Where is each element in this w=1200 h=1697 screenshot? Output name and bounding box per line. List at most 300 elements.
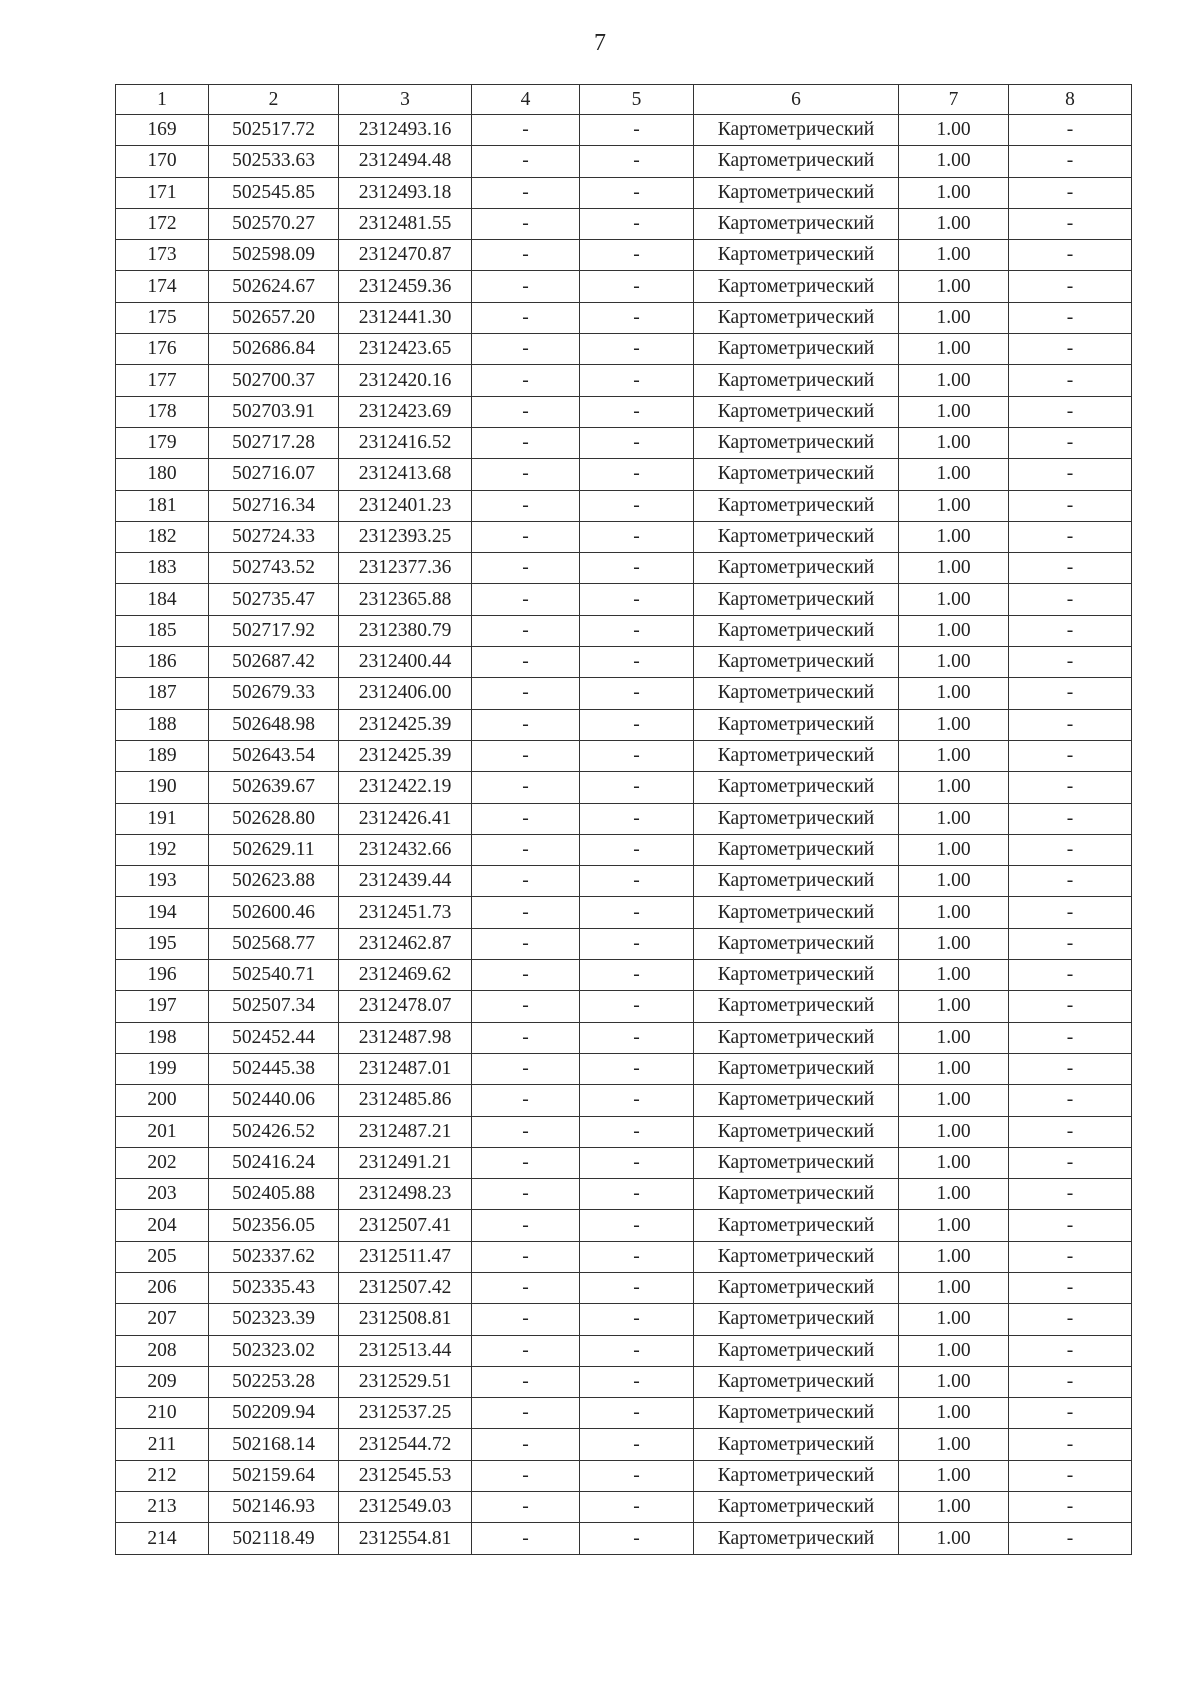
column-8-cell: - [1009, 396, 1132, 427]
y-coordinate-cell: 2312393.25 [339, 521, 472, 552]
column-8-cell: - [1009, 1492, 1132, 1523]
accuracy-cell: 1.00 [899, 584, 1009, 615]
x-coordinate-cell: 502335.43 [209, 1272, 339, 1303]
y-coordinate-cell: 2312441.30 [339, 302, 472, 333]
column-4-cell: - [472, 834, 580, 865]
method-cell: Картометрический [694, 521, 899, 552]
table-row [116, 1272, 1132, 1303]
table-row [116, 866, 1132, 897]
table-row [116, 427, 1132, 458]
accuracy-cell: 1.00 [899, 678, 1009, 709]
accuracy-cell: 1.00 [899, 709, 1009, 740]
column-8-cell: - [1009, 1272, 1132, 1303]
y-coordinate-cell: 2312493.16 [339, 115, 472, 146]
accuracy-cell: 1.00 [899, 1304, 1009, 1335]
method-cell: Картометрический [694, 459, 899, 490]
point-number-cell: 184 [116, 584, 209, 615]
column-5-cell: - [580, 678, 694, 709]
column-header-3: 3 [339, 85, 472, 115]
column-5-cell: - [580, 615, 694, 646]
accuracy-cell: 1.00 [899, 490, 1009, 521]
table-row [116, 1179, 1132, 1210]
x-coordinate-cell: 502426.52 [209, 1116, 339, 1147]
y-coordinate-cell: 2312544.72 [339, 1429, 472, 1460]
point-number-cell: 212 [116, 1460, 209, 1491]
x-coordinate-cell: 502687.42 [209, 647, 339, 678]
table-row [116, 960, 1132, 991]
column-8-cell: - [1009, 678, 1132, 709]
column-header-6: 6 [694, 85, 899, 115]
column-4-cell: - [472, 615, 580, 646]
table-row [116, 553, 1132, 584]
accuracy-cell: 1.00 [899, 521, 1009, 552]
method-cell: Картометрический [694, 647, 899, 678]
column-4-cell: - [472, 365, 580, 396]
y-coordinate-cell: 2312413.68 [339, 459, 472, 490]
column-4-cell: - [472, 1398, 580, 1429]
y-coordinate-cell: 2312487.01 [339, 1053, 472, 1084]
method-cell: Картометрический [694, 1210, 899, 1241]
column-8-cell: - [1009, 1053, 1132, 1084]
table-row [116, 1304, 1132, 1335]
point-number-cell: 192 [116, 834, 209, 865]
accuracy-cell: 1.00 [899, 1460, 1009, 1491]
method-cell: Картометрический [694, 365, 899, 396]
table-row [116, 709, 1132, 740]
method-cell: Картометрический [694, 866, 899, 897]
column-4-cell: - [472, 396, 580, 427]
column-5-cell: - [580, 866, 694, 897]
method-cell: Картометрический [694, 991, 899, 1022]
point-number-cell: 195 [116, 928, 209, 959]
method-cell: Картометрический [694, 1241, 899, 1272]
method-cell: Картометрический [694, 1272, 899, 1303]
method-cell: Картометрический [694, 1366, 899, 1397]
accuracy-cell: 1.00 [899, 1053, 1009, 1084]
method-cell: Картометрический [694, 584, 899, 615]
table-row [116, 772, 1132, 803]
y-coordinate-cell: 2312545.53 [339, 1460, 472, 1491]
accuracy-cell: 1.00 [899, 1398, 1009, 1429]
table-header-row [116, 85, 1132, 115]
table-row [116, 615, 1132, 646]
x-coordinate-cell: 502598.09 [209, 240, 339, 271]
table-row [116, 1116, 1132, 1147]
column-header-5: 5 [580, 85, 694, 115]
column-4-cell: - [472, 1147, 580, 1178]
table-body [116, 115, 1132, 1555]
y-coordinate-cell: 2312420.16 [339, 365, 472, 396]
method-cell: Картометрический [694, 960, 899, 991]
table-row [116, 740, 1132, 771]
point-number-cell: 186 [116, 647, 209, 678]
column-4-cell: - [472, 897, 580, 928]
column-4-cell: - [472, 1210, 580, 1241]
column-8-cell: - [1009, 490, 1132, 521]
column-5-cell: - [580, 490, 694, 521]
accuracy-cell: 1.00 [899, 615, 1009, 646]
x-coordinate-cell: 502716.07 [209, 459, 339, 490]
point-number-cell: 194 [116, 897, 209, 928]
column-8-cell: - [1009, 834, 1132, 865]
column-8-cell: - [1009, 271, 1132, 302]
column-8-cell: - [1009, 177, 1132, 208]
x-coordinate-cell: 502540.71 [209, 960, 339, 991]
y-coordinate-cell: 2312470.87 [339, 240, 472, 271]
method-cell: Картометрический [694, 740, 899, 771]
column-4-cell: - [472, 1053, 580, 1084]
method-cell: Картометрический [694, 490, 899, 521]
accuracy-cell: 1.00 [899, 1085, 1009, 1116]
y-coordinate-cell: 2312513.44 [339, 1335, 472, 1366]
method-cell: Картометрический [694, 427, 899, 458]
x-coordinate-cell: 502703.91 [209, 396, 339, 427]
point-number-cell: 182 [116, 521, 209, 552]
column-8-cell: - [1009, 1366, 1132, 1397]
column-5-cell: - [580, 271, 694, 302]
x-coordinate-cell: 502735.47 [209, 584, 339, 615]
x-coordinate-cell: 502600.46 [209, 897, 339, 928]
column-5-cell: - [580, 960, 694, 991]
column-8-cell: - [1009, 1179, 1132, 1210]
point-number-cell: 213 [116, 1492, 209, 1523]
table-row [116, 584, 1132, 615]
accuracy-cell: 1.00 [899, 1335, 1009, 1366]
table-row [116, 834, 1132, 865]
column-5-cell: - [580, 1304, 694, 1335]
accuracy-cell: 1.00 [899, 208, 1009, 239]
method-cell: Картометрический [694, 1492, 899, 1523]
x-coordinate-cell: 502337.62 [209, 1241, 339, 1272]
table-row [116, 1022, 1132, 1053]
point-number-cell: 181 [116, 490, 209, 521]
table-row [116, 1147, 1132, 1178]
column-header-2: 2 [209, 85, 339, 115]
y-coordinate-cell: 2312459.36 [339, 271, 472, 302]
column-5-cell: - [580, 1335, 694, 1366]
point-number-cell: 190 [116, 772, 209, 803]
table-row [116, 1210, 1132, 1241]
accuracy-cell: 1.00 [899, 115, 1009, 146]
column-5-cell: - [580, 1022, 694, 1053]
method-cell: Картометрический [694, 1022, 899, 1053]
column-4-cell: - [472, 772, 580, 803]
accuracy-cell: 1.00 [899, 271, 1009, 302]
column-8-cell: - [1009, 208, 1132, 239]
y-coordinate-cell: 2312481.55 [339, 208, 472, 239]
point-number-cell: 171 [116, 177, 209, 208]
y-coordinate-cell: 2312425.39 [339, 740, 472, 771]
point-number-cell: 178 [116, 396, 209, 427]
method-cell: Картометрический [694, 1523, 899, 1554]
column-5-cell: - [580, 1053, 694, 1084]
x-coordinate-cell: 502648.98 [209, 709, 339, 740]
method-cell: Картометрический [694, 1116, 899, 1147]
table-row [116, 334, 1132, 365]
accuracy-cell: 1.00 [899, 240, 1009, 271]
column-4-cell: - [472, 427, 580, 458]
method-cell: Картометрический [694, 177, 899, 208]
column-4-cell: - [472, 740, 580, 771]
y-coordinate-cell: 2312365.88 [339, 584, 472, 615]
x-coordinate-cell: 502686.84 [209, 334, 339, 365]
y-coordinate-cell: 2312422.19 [339, 772, 472, 803]
column-5-cell: - [580, 897, 694, 928]
column-4-cell: - [472, 302, 580, 333]
column-8-cell: - [1009, 1210, 1132, 1241]
method-cell: Картометрический [694, 240, 899, 271]
table-row [116, 208, 1132, 239]
column-8-cell: - [1009, 459, 1132, 490]
table-row [116, 365, 1132, 396]
accuracy-cell: 1.00 [899, 1022, 1009, 1053]
y-coordinate-cell: 2312529.51 [339, 1366, 472, 1397]
point-number-cell: 208 [116, 1335, 209, 1366]
x-coordinate-cell: 502323.02 [209, 1335, 339, 1366]
point-number-cell: 210 [116, 1398, 209, 1429]
column-4-cell: - [472, 1116, 580, 1147]
column-4-cell: - [472, 208, 580, 239]
x-coordinate-cell: 502743.52 [209, 553, 339, 584]
table-row [116, 271, 1132, 302]
column-5-cell: - [580, 1460, 694, 1491]
column-5-cell: - [580, 240, 694, 271]
y-coordinate-cell: 2312401.23 [339, 490, 472, 521]
accuracy-cell: 1.00 [899, 177, 1009, 208]
accuracy-cell: 1.00 [899, 1429, 1009, 1460]
method-cell: Картометрический [694, 1460, 899, 1491]
y-coordinate-cell: 2312507.41 [339, 1210, 472, 1241]
y-coordinate-cell: 2312469.62 [339, 960, 472, 991]
point-number-cell: 179 [116, 427, 209, 458]
point-number-cell: 201 [116, 1116, 209, 1147]
x-coordinate-cell: 502452.44 [209, 1022, 339, 1053]
method-cell: Картометрический [694, 772, 899, 803]
point-number-cell: 209 [116, 1366, 209, 1397]
method-cell: Картометрический [694, 1053, 899, 1084]
table-row [116, 1523, 1132, 1554]
column-4-cell: - [472, 1241, 580, 1272]
column-5-cell: - [580, 1241, 694, 1272]
table-row [116, 1085, 1132, 1116]
point-number-cell: 189 [116, 740, 209, 771]
column-8-cell: - [1009, 553, 1132, 584]
column-4-cell: - [472, 459, 580, 490]
column-8-cell: - [1009, 897, 1132, 928]
y-coordinate-cell: 2312462.87 [339, 928, 472, 959]
column-4-cell: - [472, 271, 580, 302]
y-coordinate-cell: 2312423.65 [339, 334, 472, 365]
column-8-cell: - [1009, 334, 1132, 365]
x-coordinate-cell: 502323.39 [209, 1304, 339, 1335]
column-4-cell: - [472, 960, 580, 991]
accuracy-cell: 1.00 [899, 928, 1009, 959]
method-cell: Картометрический [694, 1398, 899, 1429]
column-8-cell: - [1009, 1022, 1132, 1053]
table-row [116, 1398, 1132, 1429]
x-coordinate-cell: 502629.11 [209, 834, 339, 865]
point-number-cell: 204 [116, 1210, 209, 1241]
accuracy-cell: 1.00 [899, 1492, 1009, 1523]
accuracy-cell: 1.00 [899, 1116, 1009, 1147]
column-8-cell: - [1009, 615, 1132, 646]
accuracy-cell: 1.00 [899, 146, 1009, 177]
x-coordinate-cell: 502679.33 [209, 678, 339, 709]
method-cell: Картометрический [694, 834, 899, 865]
column-8-cell: - [1009, 1116, 1132, 1147]
accuracy-cell: 1.00 [899, 459, 1009, 490]
y-coordinate-cell: 2312400.44 [339, 647, 472, 678]
column-5-cell: - [580, 647, 694, 678]
column-4-cell: - [472, 1272, 580, 1303]
method-cell: Картометрический [694, 1179, 899, 1210]
point-number-cell: 175 [116, 302, 209, 333]
accuracy-cell: 1.00 [899, 834, 1009, 865]
x-coordinate-cell: 502643.54 [209, 740, 339, 771]
column-5-cell: - [580, 208, 694, 239]
table-row [116, 146, 1132, 177]
accuracy-cell: 1.00 [899, 803, 1009, 834]
method-cell: Картометрический [694, 396, 899, 427]
column-4-cell: - [472, 1429, 580, 1460]
method-cell: Картометрический [694, 553, 899, 584]
x-coordinate-cell: 502700.37 [209, 365, 339, 396]
column-4-cell: - [472, 334, 580, 365]
accuracy-cell: 1.00 [899, 960, 1009, 991]
point-number-cell: 200 [116, 1085, 209, 1116]
column-4-cell: - [472, 146, 580, 177]
column-5-cell: - [580, 740, 694, 771]
accuracy-cell: 1.00 [899, 866, 1009, 897]
y-coordinate-cell: 2312478.07 [339, 991, 472, 1022]
column-8-cell: - [1009, 1335, 1132, 1366]
point-number-cell: 176 [116, 334, 209, 365]
column-5-cell: - [580, 1179, 694, 1210]
point-number-cell: 188 [116, 709, 209, 740]
accuracy-cell: 1.00 [899, 427, 1009, 458]
column-4-cell: - [472, 1366, 580, 1397]
x-coordinate-cell: 502624.67 [209, 271, 339, 302]
column-4-cell: - [472, 1523, 580, 1554]
method-cell: Картометрический [694, 271, 899, 302]
accuracy-cell: 1.00 [899, 897, 1009, 928]
method-cell: Картометрический [694, 678, 899, 709]
table-row [116, 1366, 1132, 1397]
table-row [116, 240, 1132, 271]
method-cell: Картометрический [694, 928, 899, 959]
column-header-7: 7 [899, 85, 1009, 115]
x-coordinate-cell: 502405.88 [209, 1179, 339, 1210]
accuracy-cell: 1.00 [899, 991, 1009, 1022]
accuracy-cell: 1.00 [899, 302, 1009, 333]
y-coordinate-cell: 2312507.42 [339, 1272, 472, 1303]
x-coordinate-cell: 502209.94 [209, 1398, 339, 1429]
accuracy-cell: 1.00 [899, 647, 1009, 678]
y-coordinate-cell: 2312451.73 [339, 897, 472, 928]
table-row [116, 177, 1132, 208]
accuracy-cell: 1.00 [899, 1523, 1009, 1554]
y-coordinate-cell: 2312487.98 [339, 1022, 472, 1053]
point-number-cell: 193 [116, 866, 209, 897]
accuracy-cell: 1.00 [899, 396, 1009, 427]
column-5-cell: - [580, 709, 694, 740]
column-8-cell: - [1009, 302, 1132, 333]
accuracy-cell: 1.00 [899, 553, 1009, 584]
y-coordinate-cell: 2312485.86 [339, 1085, 472, 1116]
column-5-cell: - [580, 1085, 694, 1116]
table-row [116, 459, 1132, 490]
point-number-cell: 180 [116, 459, 209, 490]
x-coordinate-cell: 502517.72 [209, 115, 339, 146]
accuracy-cell: 1.00 [899, 1210, 1009, 1241]
x-coordinate-cell: 502717.28 [209, 427, 339, 458]
y-coordinate-cell: 2312425.39 [339, 709, 472, 740]
column-5-cell: - [580, 302, 694, 333]
accuracy-cell: 1.00 [899, 772, 1009, 803]
accuracy-cell: 1.00 [899, 1147, 1009, 1178]
table-row [116, 302, 1132, 333]
point-number-cell: 205 [116, 1241, 209, 1272]
column-header-1: 1 [116, 85, 209, 115]
column-5-cell: - [580, 772, 694, 803]
point-number-cell: 207 [116, 1304, 209, 1335]
column-5-cell: - [580, 334, 694, 365]
column-8-cell: - [1009, 1085, 1132, 1116]
point-number-cell: 172 [116, 208, 209, 239]
x-coordinate-cell: 502416.24 [209, 1147, 339, 1178]
point-number-cell: 199 [116, 1053, 209, 1084]
column-header-4: 4 [472, 85, 580, 115]
column-5-cell: - [580, 1116, 694, 1147]
x-coordinate-cell: 502118.49 [209, 1523, 339, 1554]
x-coordinate-cell: 502716.34 [209, 490, 339, 521]
column-5-cell: - [580, 1398, 694, 1429]
column-5-cell: - [580, 928, 694, 959]
point-number-cell: 206 [116, 1272, 209, 1303]
column-4-cell: - [472, 1304, 580, 1335]
point-number-cell: 203 [116, 1179, 209, 1210]
point-number-cell: 196 [116, 960, 209, 991]
column-5-cell: - [580, 459, 694, 490]
y-coordinate-cell: 2312377.36 [339, 553, 472, 584]
column-4-cell: - [472, 803, 580, 834]
column-8-cell: - [1009, 709, 1132, 740]
column-4-cell: - [472, 928, 580, 959]
column-4-cell: - [472, 240, 580, 271]
column-8-cell: - [1009, 115, 1132, 146]
column-4-cell: - [472, 553, 580, 584]
column-4-cell: - [472, 1085, 580, 1116]
x-coordinate-cell: 502724.33 [209, 521, 339, 552]
x-coordinate-cell: 502657.20 [209, 302, 339, 333]
x-coordinate-cell: 502533.63 [209, 146, 339, 177]
column-5-cell: - [580, 396, 694, 427]
y-coordinate-cell: 2312549.03 [339, 1492, 472, 1523]
column-8-cell: - [1009, 960, 1132, 991]
method-cell: Картометрический [694, 1304, 899, 1335]
column-8-cell: - [1009, 1460, 1132, 1491]
column-5-cell: - [580, 146, 694, 177]
y-coordinate-cell: 2312432.66 [339, 834, 472, 865]
point-number-cell: 214 [116, 1523, 209, 1554]
table-row [116, 1053, 1132, 1084]
point-number-cell: 198 [116, 1022, 209, 1053]
table-row [116, 991, 1132, 1022]
column-4-cell: - [472, 177, 580, 208]
column-4-cell: - [472, 1179, 580, 1210]
table-row [116, 1492, 1132, 1523]
point-number-cell: 197 [116, 991, 209, 1022]
